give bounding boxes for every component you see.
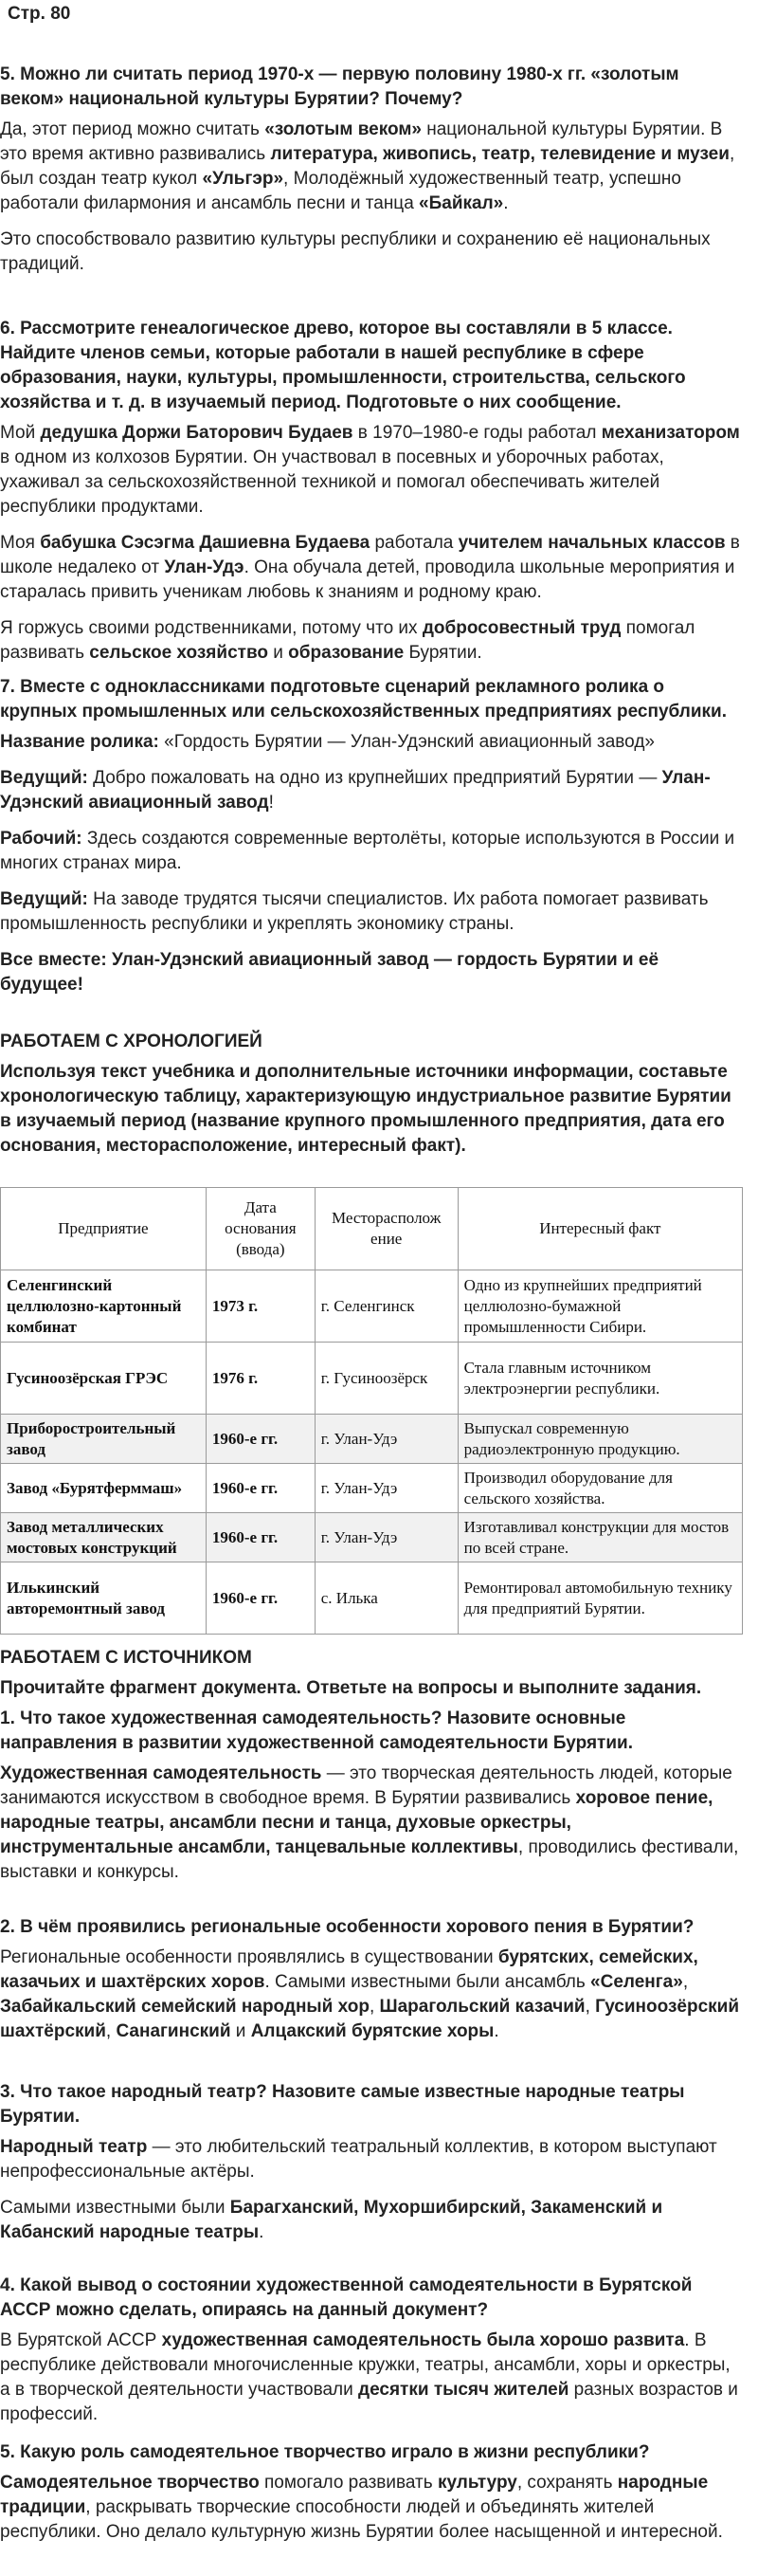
bold-text: Гусиноозёрский шахтёрский xyxy=(0,1997,740,2041)
cell-fact: Ремонтировал автомобильную технику для предприятий Бурятии. xyxy=(458,1562,742,1635)
source-question-1: 1. Что такое художественная самодеятельность? Назовите основные направления в развитии художественной самодеятельности Бурятии. xyxy=(0,1708,634,1753)
header-enterprise: Предприятие xyxy=(1,1188,207,1270)
header-date: Дата основания (ввода) xyxy=(206,1188,315,1270)
header-fact: Интересный факт xyxy=(458,1188,742,1270)
text-segment: Моя xyxy=(0,533,41,553)
source-answer-1 xyxy=(0,1762,743,1885)
table-row xyxy=(1,1270,743,1343)
answer-7-all-together xyxy=(0,948,743,997)
text-segment: разных возрастов и профессий. xyxy=(0,2380,738,2424)
text-segment: Самыми известными были xyxy=(0,2198,230,2218)
source-answer-5 xyxy=(0,2471,743,2545)
text-segment: . xyxy=(259,2222,264,2242)
bold-text: сельское хозяйство xyxy=(89,643,268,663)
text-segment: и xyxy=(230,2021,251,2041)
section-source-q3 xyxy=(0,2080,743,2256)
table-header-row xyxy=(1,1188,743,1270)
text-segment: в школе недалеко от xyxy=(0,533,740,577)
text-segment: Здесь создаются современные вертолёты, которые используются в России и многих странах мира. xyxy=(0,829,735,873)
source-answer-3-paragraph-1 xyxy=(0,2135,743,2184)
cell-location: г. Улан-Удэ xyxy=(315,1513,458,1562)
section-chronology xyxy=(0,1030,743,1164)
text-segment: ! xyxy=(268,793,274,813)
bold-text: народные традиции xyxy=(0,2473,709,2517)
question-5: 5. Можно ли считать период 1970-х — первую половину 1980-х гг. «золотым веком» национальной культуры Бурятии? Почему? xyxy=(0,64,679,109)
cell-fact: Производил оборудование для сельского хозяйства. xyxy=(458,1464,742,1513)
question-6: 6. Рассмотрите генеалогическое древо, которое вы составляли в 5 классе. Найдите членов семьи, которые работали в нашей республике в сфере образования, науки, культуры, промышленности, строительства, сельского хозяйства и т. д. в изучаемый период. Подготовьте о них сообщение. xyxy=(0,319,686,412)
bold-text: Все вместе: Улан-Удэнский авиационный завод — гордость Бурятии и её будущее! xyxy=(0,950,659,995)
bold-text: литература, живопись, театр, телевидение и музеи xyxy=(270,144,730,164)
section-q5 xyxy=(0,63,743,288)
cell-fact: Изготавливал конструкции для мостов по всей стране. xyxy=(458,1513,742,1562)
answer-7-worker-line xyxy=(0,827,743,876)
text-segment: национальной культуры Бурятии. В это время активно развивались xyxy=(0,119,723,164)
answer-7-host-line-2 xyxy=(0,887,743,937)
text-segment: Да, этот период можно считать xyxy=(0,119,265,139)
bold-text: «золотым веком» xyxy=(264,119,422,139)
bold-text: учителем начальных классов xyxy=(458,533,726,553)
bold-text: Народный театр xyxy=(0,2137,148,2157)
cell-location: г. Гусиноозёрск xyxy=(315,1343,458,1415)
section-source-q4 xyxy=(0,2274,743,2439)
cell-enterprise: Гусиноозёрская ГРЭС xyxy=(1,1343,207,1415)
text-segment: . Самыми известными были ансамбль xyxy=(264,1972,591,1992)
text-segment: Добро пожаловать на одно из крупнейших предприятий Бурятии — xyxy=(87,768,662,788)
cell-date: 1960-е гг. xyxy=(206,1562,315,1635)
bold-text: Забайкальский семейский народный хор xyxy=(0,1997,370,2017)
text-segment: , xyxy=(682,1972,689,1992)
bold-text: Ведущий: xyxy=(0,889,88,909)
bold-text: Улан-Удэ xyxy=(164,557,244,577)
bold-text: «Селенга» xyxy=(590,1972,683,1992)
text-segment: и xyxy=(267,643,289,663)
cell-location: г. Селенгинск xyxy=(315,1270,458,1343)
text-segment: помогало развивать xyxy=(259,2473,438,2493)
text-segment: Мой xyxy=(0,423,41,443)
text-segment: , xyxy=(585,1997,596,2017)
table-row xyxy=(1,1464,743,1513)
cell-enterprise: Селенгинский целлюлозно-картонный комбинат xyxy=(1,1270,207,1343)
text-segment: работала xyxy=(370,533,459,553)
source-question-3: 3. Что такое народный театр? Назовите самые известные народные театры Бурятии. xyxy=(0,2082,685,2127)
bold-text: бабушка Сэсэгма Дашиевна Будаева xyxy=(40,533,370,553)
bold-text: Улан-Удэнский авиационный завод xyxy=(0,768,711,813)
table-row xyxy=(1,1562,743,1635)
text-segment: , сохранять xyxy=(516,2473,618,2493)
chronology-table xyxy=(0,1187,743,1635)
bold-text: «Байкал» xyxy=(419,193,504,213)
text-segment: , xyxy=(105,2021,117,2041)
section-source-q5 xyxy=(0,2440,743,2556)
text-segment: . xyxy=(494,2021,499,2041)
bold-text: Самодеятельное творчество xyxy=(0,2473,260,2493)
question-7: 7. Вместе с одноклассниками подготовьте сценарий рекламного ролика о крупных промышленных или сельскохозяйственных предприятиях республики. xyxy=(0,677,728,722)
cell-date: 1960-е гг. xyxy=(206,1415,315,1464)
text-segment: На заводе трудятся тысячи специалистов. Их работа помогает развивать промышленность республики и укреплять экономику страны. xyxy=(0,889,709,934)
cell-fact: Одно из крупнейших предприятий целлюлозно-бумажной промышленности Сибири. xyxy=(458,1270,742,1343)
bold-text: Барагханский, Мухоршибирский, Закаменский и Кабанский народные театры xyxy=(0,2198,663,2242)
bold-text: «Ульгэр» xyxy=(202,169,284,189)
bold-text: Название ролика: xyxy=(0,732,159,752)
text-segment: в одном из колхозов Бурятии. Он участвовал в посевных и уборочных работах, ухаживал за сельскохозяйственной техникой и помогал обеспечивать жителей республики продуктами. xyxy=(0,448,664,517)
bold-text: Рабочий: xyxy=(0,829,82,849)
bold-text: механизатором xyxy=(601,423,740,443)
bold-text: добросовестный труд xyxy=(422,618,622,638)
source-question-5: 5. Какую роль самодеятельное творчество играло в жизни республики? xyxy=(0,2442,650,2462)
text-segment: Региональные особенности проявлялись в существовании xyxy=(0,1947,498,1967)
section-q6 xyxy=(0,317,743,677)
cell-location: с. Илька xyxy=(315,1562,458,1635)
cell-location: г. Улан-Удэ xyxy=(315,1415,458,1464)
cell-enterprise: Илькинский авторемонтный завод xyxy=(1,1562,207,1635)
table-row xyxy=(1,1513,743,1562)
chronology-heading: РАБОТАЕМ С ХРОНОЛОГИЕЙ xyxy=(0,1032,262,1051)
answer-6-paragraph-2 xyxy=(0,531,743,605)
text-segment: Я горжусь своими родственниками, потому что их xyxy=(0,618,423,638)
answer-6-paragraph-1 xyxy=(0,421,743,520)
answer-5-paragraph-1 xyxy=(0,118,743,216)
text-segment: . xyxy=(503,193,509,213)
bold-text: бурятских, семейских, казачьих и шахтёрских хоров xyxy=(0,1947,698,1992)
cell-enterprise: Приборостроительный завод xyxy=(1,1415,207,1464)
sources-task: Прочитайте фрагмент документа. Ответьте на вопросы и выполните задания. xyxy=(0,1678,702,1698)
bold-text: Ведущий: xyxy=(0,768,88,788)
answer-5-paragraph-2: Это способствовало развитию культуры республики и сохранению её национальных традиций. xyxy=(0,229,711,274)
sources-heading: РАБОТАЕМ С ИСТОЧНИКОМ xyxy=(0,1648,252,1668)
text-segment: — это творческая деятельность людей, которые занимаются искусством в свободное время. В Бурятии развивались xyxy=(0,1763,732,1808)
answer-7-title-line xyxy=(0,730,743,755)
answer-7-host-line-1 xyxy=(0,766,743,815)
source-answer-3-paragraph-2 xyxy=(0,2196,743,2245)
section-sources xyxy=(0,1646,743,1896)
text-segment: . Она обучала детей, проводила школьные мероприятия и старалась привить ученикам любовь к знаниям и родному краю. xyxy=(0,557,735,602)
text-segment: Бурятии. xyxy=(404,643,482,663)
bold-text: культуру xyxy=(437,2473,517,2493)
section-source-q2 xyxy=(0,1915,743,2055)
source-question-4: 4. Какой вывод о состоянии художественной самодеятельности в Бурятской АССР можно сделать, опираясь на данный документ? xyxy=(0,2275,693,2320)
text-segment: , проводились фестивали, выставки и конкурсы. xyxy=(0,1837,739,1882)
cell-enterprise: Завод металлических мостовых конструкций xyxy=(1,1513,207,1562)
cell-date: 1960-е гг. xyxy=(206,1464,315,1513)
cell-location: г. Улан-Удэ xyxy=(315,1464,458,1513)
text-segment: «Гордость Бурятии — Улан-Удэнский авиационный завод» xyxy=(158,732,655,752)
text-segment: — это любительский театральный коллектив, в котором выступают непрофессиональные актёры. xyxy=(0,2137,717,2182)
section-q7 xyxy=(0,675,743,1009)
text-segment: . В республике действовали многочисленные кружки, театры, ансамбли, хоры и оркестры, а в творческой деятельности участвовали xyxy=(0,2330,731,2400)
cell-fact: Стала главным источником электроэнергии республики. xyxy=(458,1343,742,1415)
header-location: Месторасполож ение xyxy=(315,1188,458,1270)
cell-enterprise: Завод «Бурятферммаш» xyxy=(1,1464,207,1513)
chronology-task: Используя текст учебника и дополнительные источники информации, составьте хронологическую таблицу, характеризующую индустриальное развитие Бурятии в изучаемый период (название крупного промышленного предприятия, дата его основания, месторасположение, интересный факт). xyxy=(0,1062,731,1156)
text-segment: , был создан театр кукол xyxy=(0,144,735,189)
cell-fact: Выпускал современную радиоэлектронную продукцию. xyxy=(458,1415,742,1464)
bold-text: художественная самодеятельность была хорошо развита xyxy=(161,2330,685,2350)
bold-text: Шарагольский казачий xyxy=(379,1997,586,2017)
cell-date: 1973 г. xyxy=(206,1270,315,1343)
page-number: Стр. 80 xyxy=(8,4,71,24)
text-segment: помогал развивать xyxy=(0,618,695,663)
text-segment: , xyxy=(369,1997,380,2017)
bold-text: хоровое пение, народные театры, ансамбли песни и танца, духовые оркестры, инструментальные ансамбли, танцевальные коллективы xyxy=(0,1788,713,1857)
answer-6-paragraph-3 xyxy=(0,616,743,666)
text-segment: , Молодёжный художественный театр, успешно работали филармония и ансамбль песни и танца xyxy=(0,169,681,213)
text-segment: В Бурятской АССР xyxy=(0,2330,162,2350)
bold-text: образование xyxy=(288,643,405,663)
source-answer-4 xyxy=(0,2329,743,2427)
bold-text: Алцакский бурятские хоры xyxy=(250,2021,495,2041)
source-question-2: 2. В чём проявились региональные особенности хорового пения в Бурятии? xyxy=(0,1917,695,1937)
bold-text: десятки тысяч жителей xyxy=(358,2380,569,2400)
bold-text: дедушка Доржи Баторович Будаев xyxy=(40,423,353,443)
cell-date: 1960-е гг. xyxy=(206,1513,315,1562)
cell-date: 1976 г. xyxy=(206,1343,315,1415)
bold-text: Санагинский xyxy=(116,2021,231,2041)
table-row xyxy=(1,1415,743,1464)
text-segment: в 1970–1980-е годы работал xyxy=(352,423,602,443)
table-row xyxy=(1,1343,743,1415)
text-segment: , раскрывать творческие способности людей и объединять жителей республики. Оно делало культурную жизнь Бурятии более насыщенной и интересной. xyxy=(0,2497,723,2542)
source-answer-2 xyxy=(0,1946,743,2044)
bold-text: Художественная самодеятельность xyxy=(0,1763,322,1783)
